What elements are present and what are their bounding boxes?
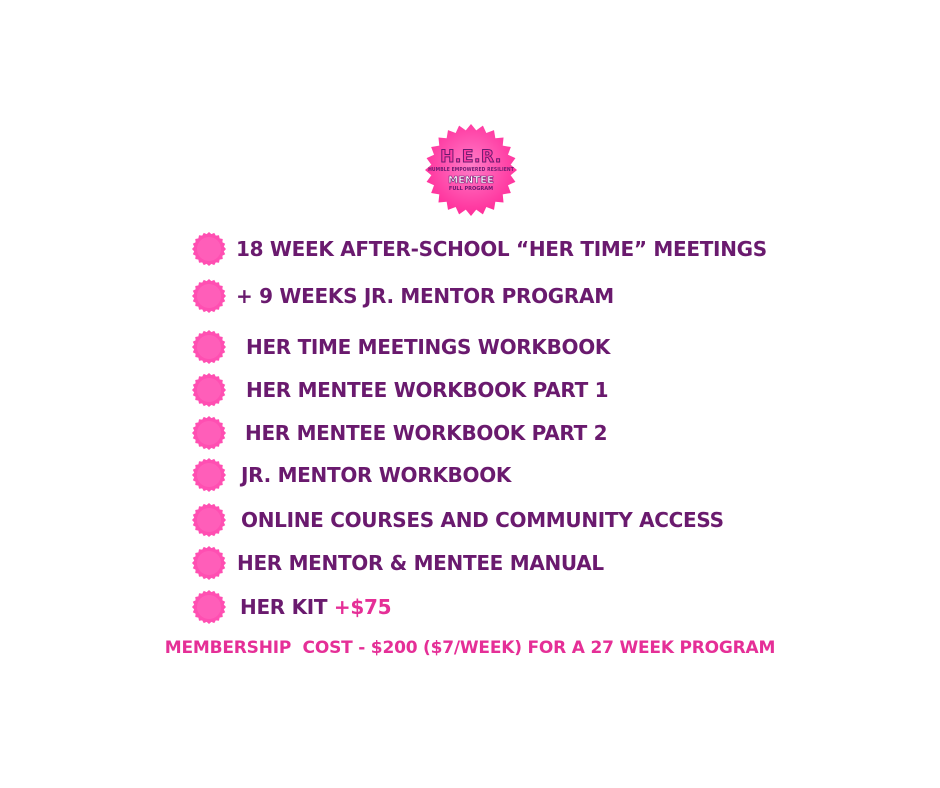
- pink-seal-bullet-icon: [192, 330, 226, 364]
- item-label: HER TIME MEETINGS WORKBOOK: [246, 335, 611, 359]
- list-item: [192, 279, 614, 313]
- pink-seal-bullet-icon: [192, 373, 226, 407]
- item-label: ONLINE COURSES AND COMMUNITY ACCESS: [241, 508, 724, 532]
- pink-seal-bullet-icon: [192, 590, 226, 624]
- list-item: [192, 416, 607, 450]
- pink-seal-bullet-icon: [192, 458, 226, 492]
- item-label: [240, 595, 391, 619]
- item-label: 18 WEEK AFTER-SCHOOL “HER TIME” MEETINGS: [236, 237, 767, 261]
- kit-price: +$75: [333, 595, 392, 619]
- her-mentee-badge: [425, 124, 517, 216]
- pink-seal-bullet-icon: [192, 232, 226, 266]
- list-item: [192, 232, 767, 266]
- badge-subtitle: HUMBLE EMPOWERED RESILIENT: [428, 166, 514, 173]
- list-item: [192, 373, 608, 407]
- list-item: [192, 503, 724, 537]
- list-item: [192, 590, 391, 624]
- pink-seal-bullet-icon: [192, 279, 226, 313]
- list-item: [192, 330, 610, 364]
- membership-cost: MEMBERSHIP COST - $200 ($7/WEEK) FOR A 27 WEEK PROGRAM: [164, 638, 776, 658]
- badge-full-program: FULL PROGRAM: [448, 185, 494, 192]
- badge-title: H.E.R.: [440, 146, 502, 167]
- item-label: JR. MENTOR WORKBOOK: [241, 463, 512, 487]
- pink-seal-bullet-icon: [192, 503, 226, 537]
- badge-mentee: MENTEE: [448, 174, 494, 186]
- item-label: + 9 WEEKS JR. MENTOR PROGRAM: [236, 284, 614, 308]
- pink-seal-bullet-icon: [192, 546, 226, 580]
- list-item: [192, 546, 604, 580]
- list-item: [192, 458, 511, 492]
- item-label: HER MENTEE WORKBOOK PART 1: [246, 378, 609, 402]
- pink-seal-bullet-icon: [192, 416, 226, 450]
- item-label: HER MENTOR & MENTEE MANUAL: [237, 551, 604, 575]
- item-label: HER MENTEE WORKBOOK PART 2: [245, 421, 608, 445]
- item-label-text: HER KIT: [240, 595, 334, 619]
